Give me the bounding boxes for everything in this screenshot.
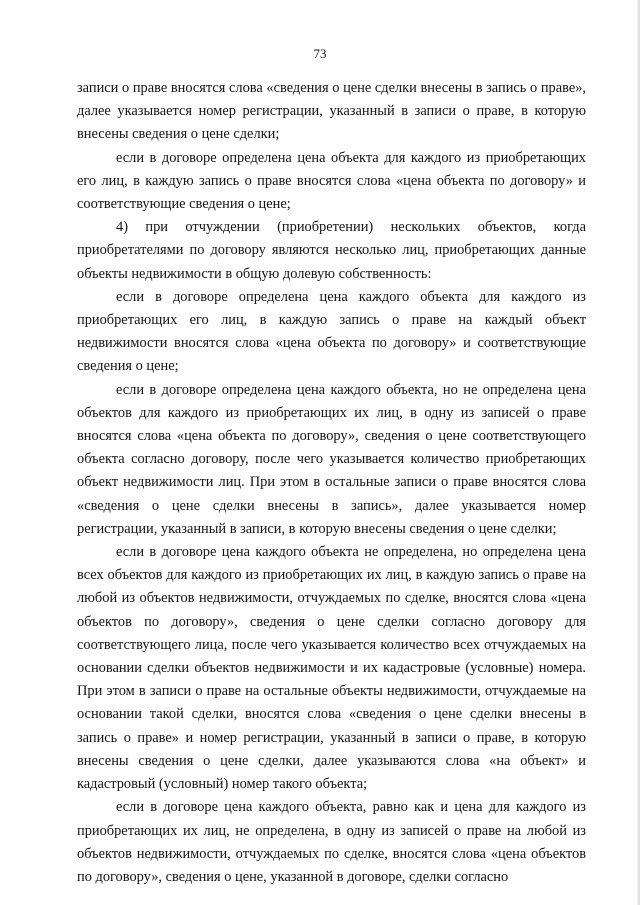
paragraph: если в договоре определена цена каждого объекта для каждого из приобретающих его лиц, в каждую запись о праве на каждый объект недвижимости вносятся слова «цена объекта по договору» и соответствующие сведения о цене;	[77, 288, 586, 375]
paragraph-continuation: записи о праве вносятся слова «сведения о цене сделки внесены в запись о праве», далее указывается номер регистрации, указанный в записи о праве, в которую внесены сведения о цене сделки;	[77, 80, 586, 143]
paragraph: если в договоре цена каждого объекта, равно как и цена для каждого из приобретающих их лиц, не определена, в одну из записей о праве на любой из объектов недвижимости, отчуждаемых по сделке, вносятся слова «цена объектов по договору», сведения о цене, указанной в договоре, сделки согласно	[77, 799, 586, 885]
paragraph: если в договоре определена цена каждого объекта, но не определена цена объектов для каждого из приобретающих их лиц, в одну из записей о праве вносятся слова «цена объекта по договору», сведения о цене соответствующего объекта согласно договору, после чего указывается количество приобретающих объект недвижимости лиц. При этом в остальные записи о праве вносятся слова «сведения о цене сделки внесены в запись», далее указывается номер регистрации, указанный в записи, в которую внесены сведения о цене сделки;	[77, 381, 586, 537]
page-number: 73	[313, 46, 327, 61]
paragraph: если в договоре цена каждого объекта не определена, но определена цена всех объектов для каждого из приобретающих их лиц, в каждую запись о праве на любой из объектов недвижимости, отчуждаемых по сделке, вносятся слова «цена объектов по договору», сведения о цене сделки согласно договору для соответствующего лица, после чего указывается количество всех отчуждаемых на основании сделки объектов недвижимости и их кадастровые (условные) номера. При этом в записи о праве на остальные объекты недвижимости, отчуждаемые на основании такой сделки, вносятся слова «сведения о цене сделки внесены в запись о праве» и номер регистрации, указанный в записи о праве, в которую внесены сведения о цене сделки, далее указываются слова «на объект» и кадастровый (условный) номер такого объекта;	[77, 544, 586, 793]
paragraph: если в договоре определена цена объекта для каждого из приобретающих его лиц, в каждую запись о праве вносятся слова «цена объекта по договору» и соответствующие сведения о цене;	[77, 149, 586, 213]
document-body	[77, 77, 586, 889]
paragraph-item-4: 4) при отчуждении (приобретении) нескольких объектов, когда приобретателями по договору являются несколько лиц, приобретающих данные объекты недвижимости в общую долевую собственность:	[77, 219, 586, 282]
